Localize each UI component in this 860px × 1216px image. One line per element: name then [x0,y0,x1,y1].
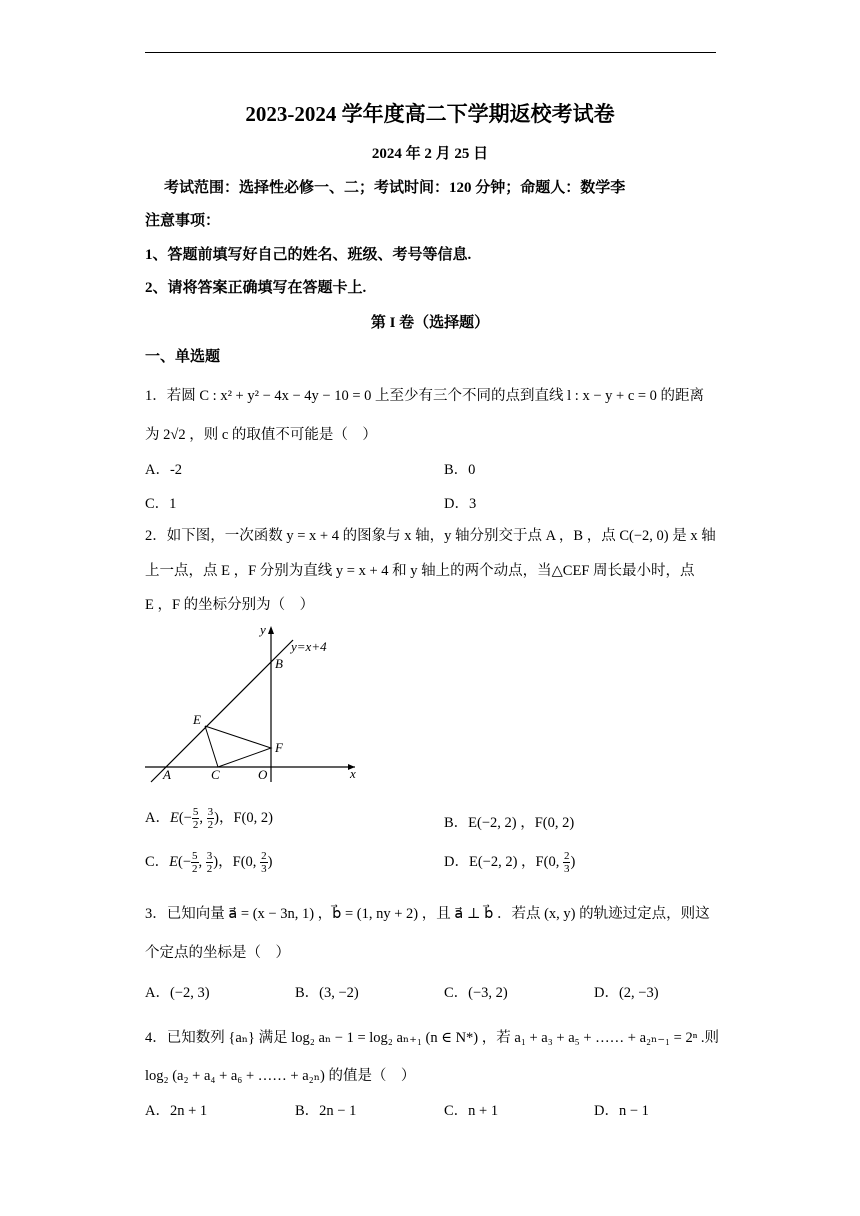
q3-stem-line2: 个定点的坐标是（ ） [145,945,290,961]
q4-option-c: C．n + 1 [444,1103,499,1119]
fig-point-e: E [193,712,201,727]
q1-option-a: A．-2 [145,462,183,478]
exam-scope: 考试范围：选择性必修一、二；考试时间：120 分钟；命题人：数学李 [164,180,626,196]
q2-figure [145,622,365,784]
exam-date: 2024 年 2 月 25 日 [371,146,489,162]
q2-option-b: B．E(−2, 2) ，F(0, 2) [444,815,575,831]
fig-point-c: C [211,767,220,782]
q2-stem-line3: E ，F 的坐标分别为（ ） [145,597,315,613]
line-y-equals-x-plus-4 [151,640,293,782]
fraction: $\frac{3}{2}$ [206,850,213,876]
note-2: 2、请将答案正确填写在答题卡上. [145,280,367,296]
q4-option-d: D．n − 1 [594,1103,649,1119]
q1-stem-line1: 1．若圆 C : x² + y² − 4x − 4y − 10 = 0 上至少有三个不同的点到直线 l : x − y + c = 0 的距离 [145,388,705,404]
q1-option-c: C．1 [145,496,177,512]
fig-line-label: y=x+4 [291,639,327,654]
fraction: $\frac{5}{2}$ [192,806,199,832]
q4-option-a: A．2n + 1 [145,1103,208,1119]
q2-option-a: A．E(− $\frac{5}{2}$ , $\frac{3}{2}$ )，F(0, 2) [145,806,273,832]
q1-stem-line2: 为 2√2 ，则 c 的取值不可能是（ ） [145,427,377,443]
q2-option-d: D．E(−2, 2) ，F(0, $\frac{2}{3}$ ) [444,850,576,876]
q3-stem-line1: 3．已知向量 a⃗ = (x − 3n, 1) ，b⃗ = (1, ny + 2) ，且 a⃗ ⊥ b⃗ ．若点 (x, y) 的轨迹过定点，则这 [145,906,710,922]
notes-heading: 注意事项： [145,213,221,229]
q2-option-c-label: C． [145,854,170,870]
q4-stem-line2: log₂ (a₂ + a₄ + a₆ + …… + a₂ₙ) 的值是（ ） [145,1068,416,1084]
q2-option-c-mid: ，F [218,854,241,870]
q2-stem-line1: 2．如下图，一次函数 y = x + 4 的图象与 x 轴，y 轴分别交于点 A ，B ，点 C(−2, 0) 是 x 轴 [145,528,716,544]
q2-option-c: C．E(− $\frac{5}{2}$ , $\frac{3}{2}$ )，F(0, $\frac{2}{3}$ ) [145,850,273,876]
triangle-cef [205,726,271,767]
fraction: $\frac{3}{2}$ [207,806,214,832]
q1-option-b: B．0 [444,462,476,478]
q1-option-d: D．3 [444,496,477,512]
fig-y-label: y [260,622,266,637]
q3-option-c: C．(−3, 2) [444,985,508,1001]
header-rule [145,52,716,53]
part-heading: 一、单选题 [145,349,221,365]
fig-point-b: B [275,656,283,671]
q3-option-a: A．(−2, 3) [145,985,210,1001]
fig-point-f: F [275,740,283,755]
q3-option-d: D．(2, −3) [594,985,659,1001]
q4-option-b: B．2n − 1 [295,1103,357,1119]
fraction: $\frac{2}{3}$ [261,850,267,876]
fig-x-label: x [350,766,356,781]
fig-point-a: A [163,767,171,782]
fraction: $\frac{5}{2}$ [192,850,198,876]
note-1: 1、答题前填写好自己的姓名、班级、考号等信息. [145,247,472,263]
exam-title: 2023-2024 学年度高二下学期返校考试卷 [245,102,615,126]
fig-point-o: O [258,767,268,782]
q4-stem-line1: 4．已知数列 {aₙ} 满足 log₂ aₙ − 1 = log₂ aₙ₊₁ (n ∈ N*) ，若 a₁ + a₃ + a₅ + …… + a₂ₙ₋₁ = 2ⁿ .则 [145,1030,720,1046]
q2-stem-line2: 上一点，点 E ，F 分别为直线 y = x + 4 和 y 轴上的两个动点，当△CEF 周长最小时，点 [145,563,695,579]
q3-option-b: B．(3, −2) [295,985,359,1001]
volume-heading: 第 I 卷（选择题） [370,315,490,331]
y-axis-arrow-icon [268,626,274,634]
q2-option-d-label: D．E(−2, 2) ，F [444,854,544,870]
q2-option-a-tail: ，F(0, 2) [218,810,273,826]
q2-option-a-label: A． [145,810,170,826]
fraction: $\frac{2}{3}$ [563,850,570,876]
